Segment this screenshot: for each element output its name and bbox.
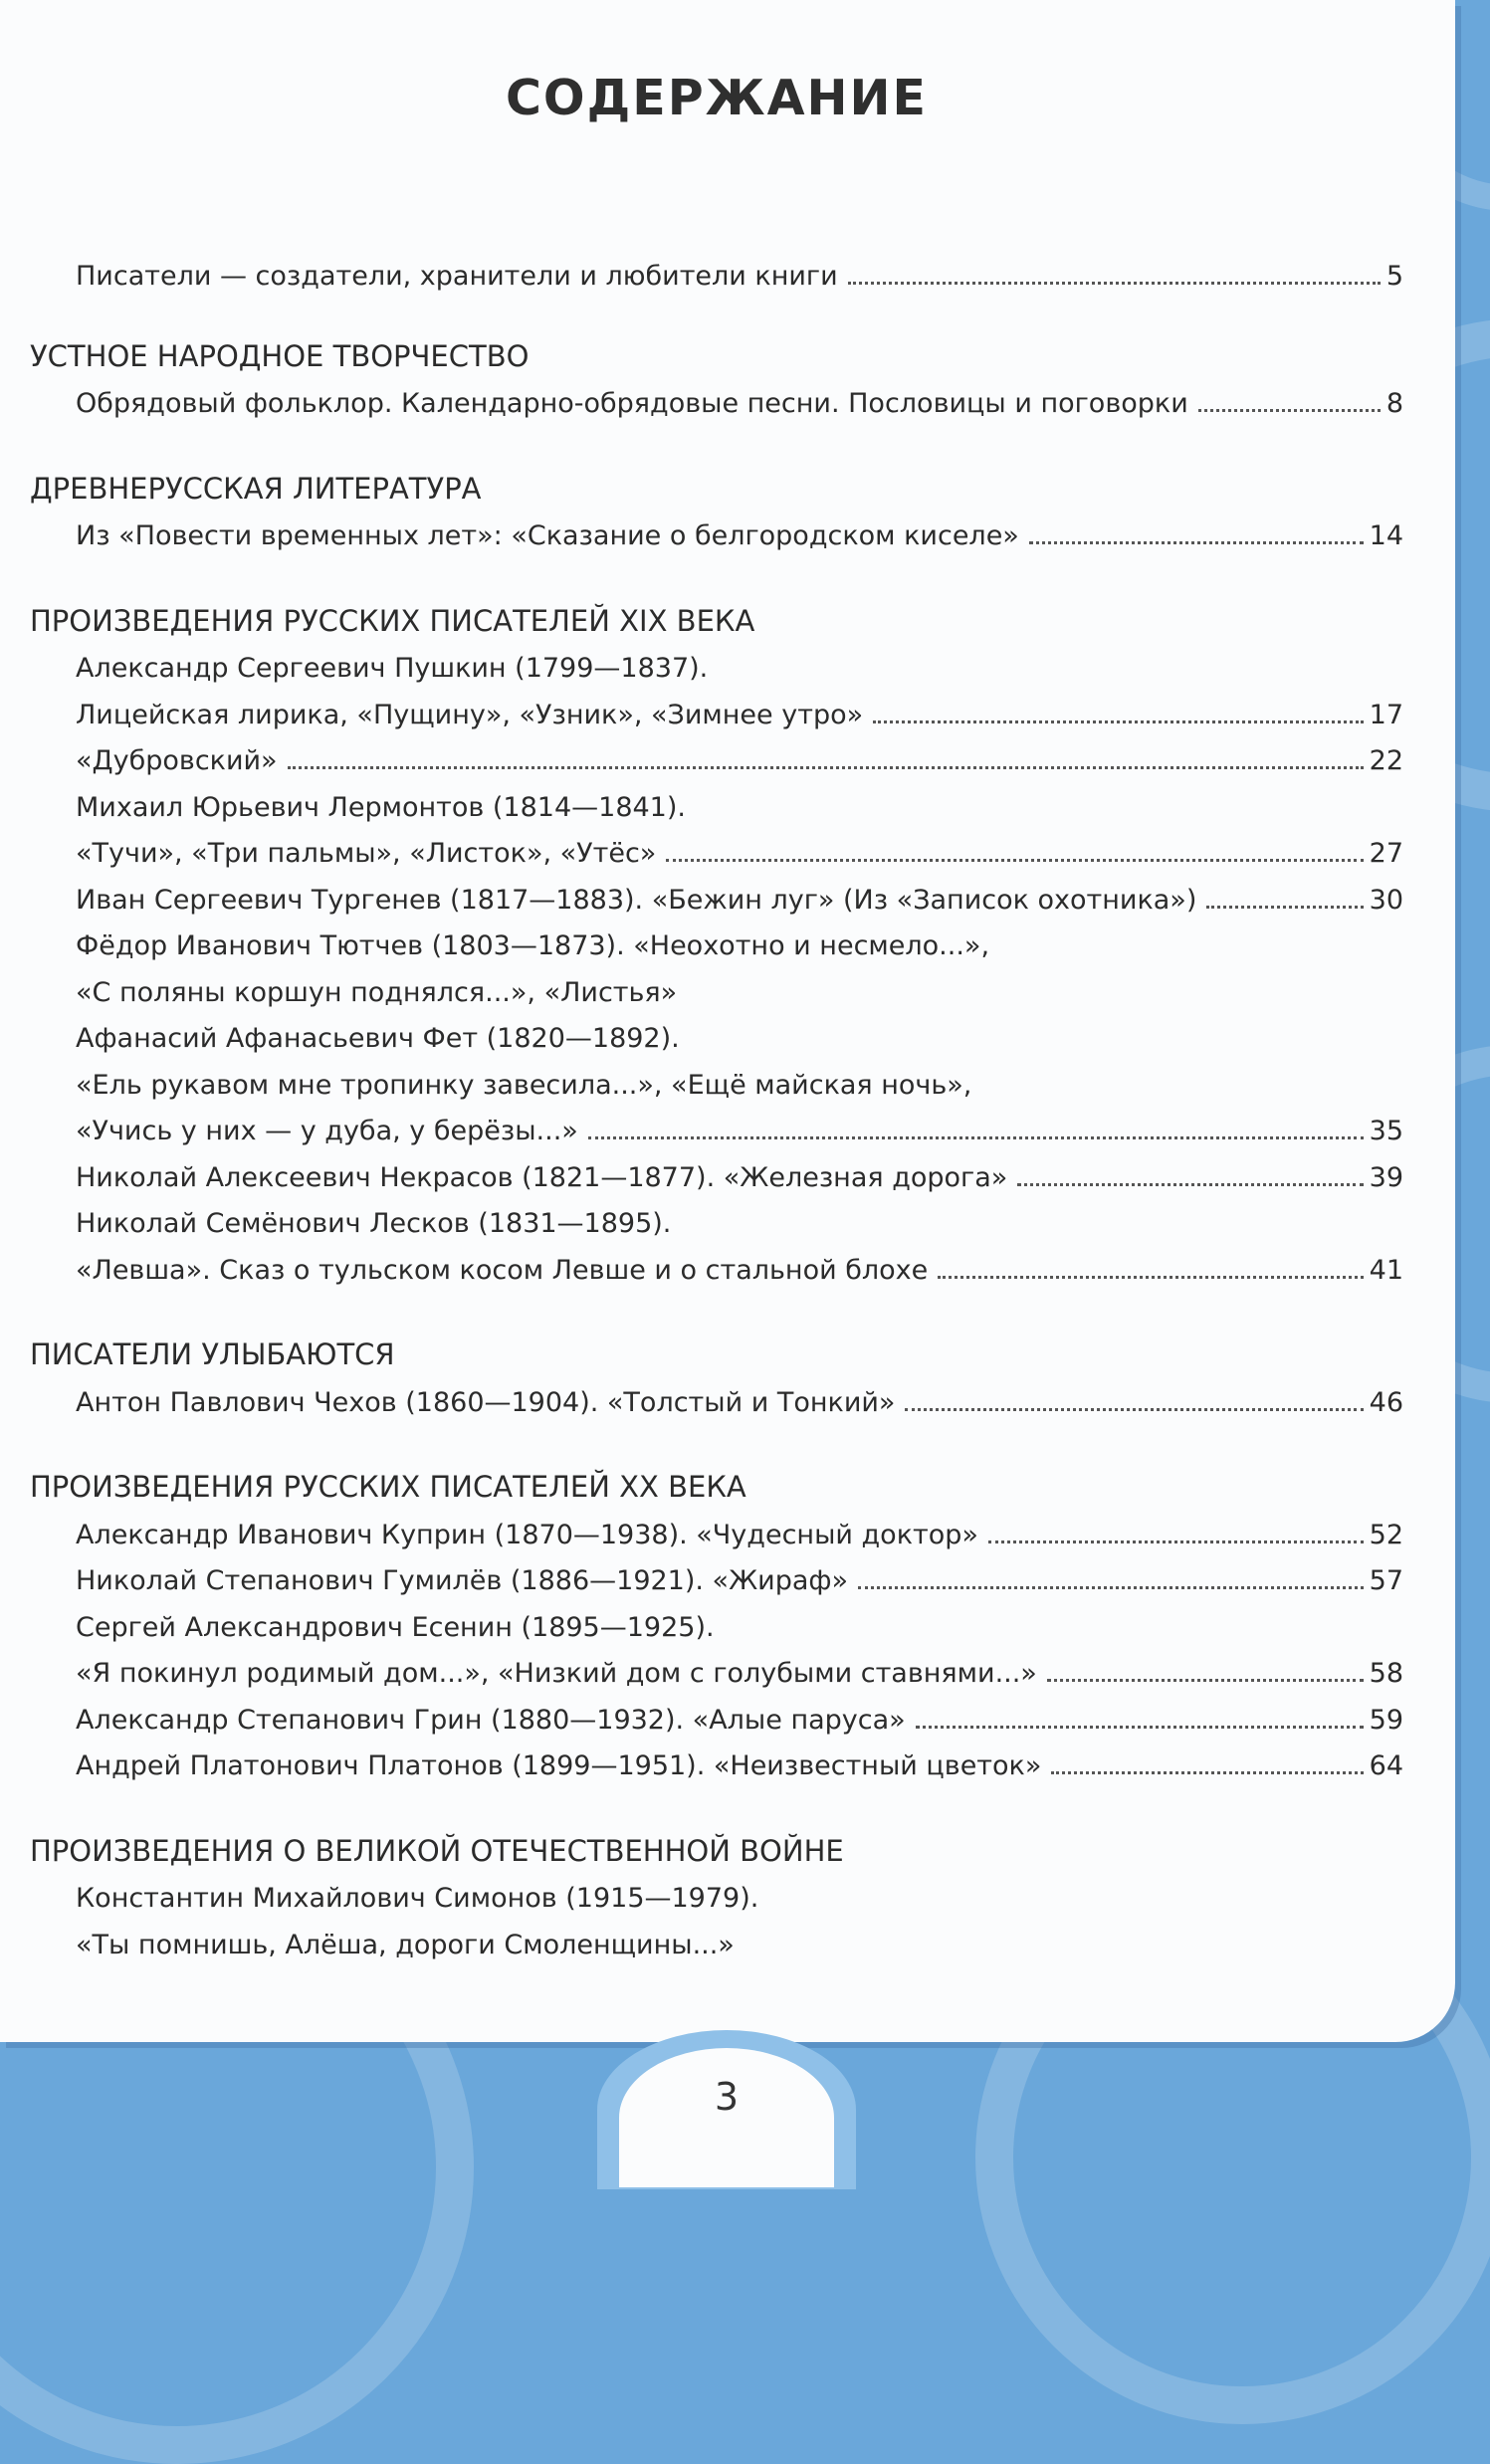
toc-leader-dots <box>858 1586 1364 1589</box>
toc-entry-title: Из «Повести временных лет»: «Сказание о белгородском киселе» <box>76 520 1019 551</box>
page-number: 3 <box>714 2075 740 2119</box>
toc-entry <box>76 1255 1403 1286</box>
toc-entry-title: Фёдор Иванович Тютчев (1803—1873). «Неохотно и несмело...», <box>76 930 990 961</box>
toc-entry-title: Обрядовый фольклор. Календарно-обрядовые песни. Пословицы и поговорки <box>76 388 1188 419</box>
toc-entry-title: «Левша». Сказ о тульском косом Левше и о стальной блохе <box>76 1254 929 1286</box>
toc-entry <box>76 838 1403 869</box>
toc-leader-dots <box>588 1136 1364 1139</box>
section-heading: ДРЕВНЕРУССКАЯ ЛИТЕРАТУРА <box>30 471 482 506</box>
toc-entry-page: 8 <box>1385 388 1403 419</box>
toc-leader-dots <box>1198 409 1381 412</box>
toc-entry-page: 52 <box>1369 1519 1403 1550</box>
toc-entry-page: 46 <box>1369 1386 1403 1418</box>
toc-entry <box>76 930 1403 961</box>
toc-entry <box>76 1612 1403 1643</box>
toc-entry <box>76 261 1403 292</box>
toc-entry-page: 57 <box>1369 1565 1403 1596</box>
toc-entry <box>76 1023 1403 1054</box>
toc-entry <box>76 1930 1403 1960</box>
toc-entry <box>76 1705 1403 1736</box>
toc-leader-dots <box>905 1408 1363 1411</box>
toc-entry <box>76 388 1403 419</box>
toc-entry-title: Иван Сергеевич Тургенев (1817—1883). «Бежин луг» (Из «Записок охотника») <box>76 884 1197 916</box>
toc-entry-title: Лицейская лирика, «Пущину», «Узник», «Зимнее утро» <box>76 699 864 730</box>
toc-entry-page: 22 <box>1369 745 1403 776</box>
toc-leader-dots <box>1017 1183 1363 1186</box>
toc-entry <box>76 700 1403 730</box>
toc-entry <box>76 1658 1403 1689</box>
toc-entry <box>76 1750 1403 1781</box>
toc-leader-dots <box>916 1726 1364 1729</box>
toc-leader-dots <box>666 859 1363 862</box>
toc-entry-page: 5 <box>1385 261 1403 292</box>
toc-leader-dots <box>988 1540 1364 1543</box>
toc-entry <box>76 885 1403 916</box>
toc-entry-page: 58 <box>1369 1658 1403 1689</box>
toc-entry-title: Константин Михайлович Симонов (1915—1979). <box>76 1883 759 1914</box>
toc-leader-dots <box>1206 906 1363 909</box>
toc-entry <box>76 1565 1403 1596</box>
toc-leader-dots <box>1051 1771 1363 1774</box>
toc-entry-title: «Ты помнишь, Алёша, дороги Смоленщины...» <box>76 1929 735 1960</box>
toc-entry-title: Антон Павлович Чехов (1860—1904). «Толстый и Тонкий» <box>76 1386 896 1418</box>
toc-entry-title: Николай Степанович Гумилёв (1886—1921). «Жираф» <box>76 1565 848 1596</box>
toc-entry <box>76 977 1403 1008</box>
toc-entry-page: 41 <box>1369 1254 1403 1286</box>
section-heading: ПРОИЗВЕДЕНИЯ РУССКИХ ПИСАТЕЛЕЙ XIX ВЕКА <box>30 603 755 638</box>
toc-entry <box>76 1162 1403 1193</box>
section-heading: ПРОИЗВЕДЕНИЯ О ВЕЛИКОЙ ОТЕЧЕСТВЕННОЙ ВОЙНЕ <box>30 1833 844 1868</box>
toc-entry-title: Николай Алексеевич Некрасов (1821—1877). «Железная дорога» <box>76 1161 1008 1193</box>
toc-entry-page: 30 <box>1369 884 1403 916</box>
toc-entry-page: 59 <box>1369 1704 1403 1736</box>
section-heading: УСТНОЕ НАРОДНОЕ ТВОРЧЕСТВО <box>30 338 530 373</box>
toc-entry-page: 64 <box>1369 1750 1403 1781</box>
toc-entry-title: Писатели — создатели, хранители и любители книги <box>76 261 838 292</box>
toc-entry <box>76 1520 1403 1550</box>
toc-entry-title: «Я покинул родимый дом...», «Низкий дом с голубыми ставнями...» <box>76 1658 1037 1689</box>
toc-entry <box>76 1116 1403 1146</box>
toc-entry <box>76 1208 1403 1239</box>
toc-entry-title: «Ель рукавом мне тропинку завесила...», «Ещё майская ночь», <box>76 1069 972 1101</box>
toc-leader-dots <box>848 282 1381 285</box>
section-heading: ПРОИЗВЕДЕНИЯ РУССКИХ ПИСАТЕЛЕЙ XX ВЕКА <box>30 1470 746 1504</box>
toc-entry-title: Александр Сергеевич Пушкин (1799—1837). <box>76 653 709 684</box>
toc-entry-title: Андрей Платонович Платонов (1899—1951). «Неизвестный цветок» <box>76 1750 1042 1781</box>
section-heading: ПИСАТЕЛИ УЛЫБАЮТСЯ <box>30 1337 395 1371</box>
toc-entry-title: Михаил Юрьевич Лермонтов (1814—1841). <box>76 791 686 823</box>
toc-entry-title: Афанасий Афанасьевич Фет (1820—1892). <box>76 1023 680 1054</box>
toc-entry <box>76 520 1403 551</box>
toc-entry-title: «Учись у них — у дуба, у берёзы...» <box>76 1116 578 1146</box>
toc-entry-page: 39 <box>1369 1161 1403 1193</box>
toc-leader-dots <box>938 1276 1363 1279</box>
toc-entry <box>76 1883 1403 1914</box>
toc-entry-title: «Дубровский» <box>76 745 278 776</box>
toc-leader-dots <box>288 766 1364 769</box>
toc-entry-title: Сергей Александрович Есенин (1895—1925). <box>76 1611 715 1643</box>
toc-entry-title: «Тучи», «Три пальмы», «Листок», «Утёс» <box>76 838 657 869</box>
page-title: СОДЕРЖАНИЕ <box>505 70 929 126</box>
toc-entry-title: Николай Семёнович Лесков (1831—1895). <box>76 1208 672 1239</box>
toc-entry-page: 35 <box>1369 1116 1403 1146</box>
toc-entry-title: Александр Степанович Грин (1880—1932). «Алые паруса» <box>76 1704 906 1736</box>
toc-entry-title: Александр Иванович Куприн (1870—1938). «Чудесный доктор» <box>76 1519 978 1550</box>
toc-entry-title: «С поляны коршун поднялся...», «Листья» <box>76 976 678 1008</box>
toc-entry <box>76 1070 1403 1101</box>
toc-leader-dots <box>873 720 1364 723</box>
toc-entry-page: 17 <box>1369 699 1403 730</box>
toc-leader-dots <box>1029 541 1364 544</box>
toc-entry <box>76 1387 1403 1418</box>
toc-entry-page: 14 <box>1369 520 1403 551</box>
toc-entry <box>76 792 1403 823</box>
toc-entry-page: 27 <box>1369 838 1403 869</box>
toc-entry <box>76 745 1403 776</box>
toc-entry <box>76 653 1403 684</box>
toc-leader-dots <box>1047 1679 1364 1682</box>
